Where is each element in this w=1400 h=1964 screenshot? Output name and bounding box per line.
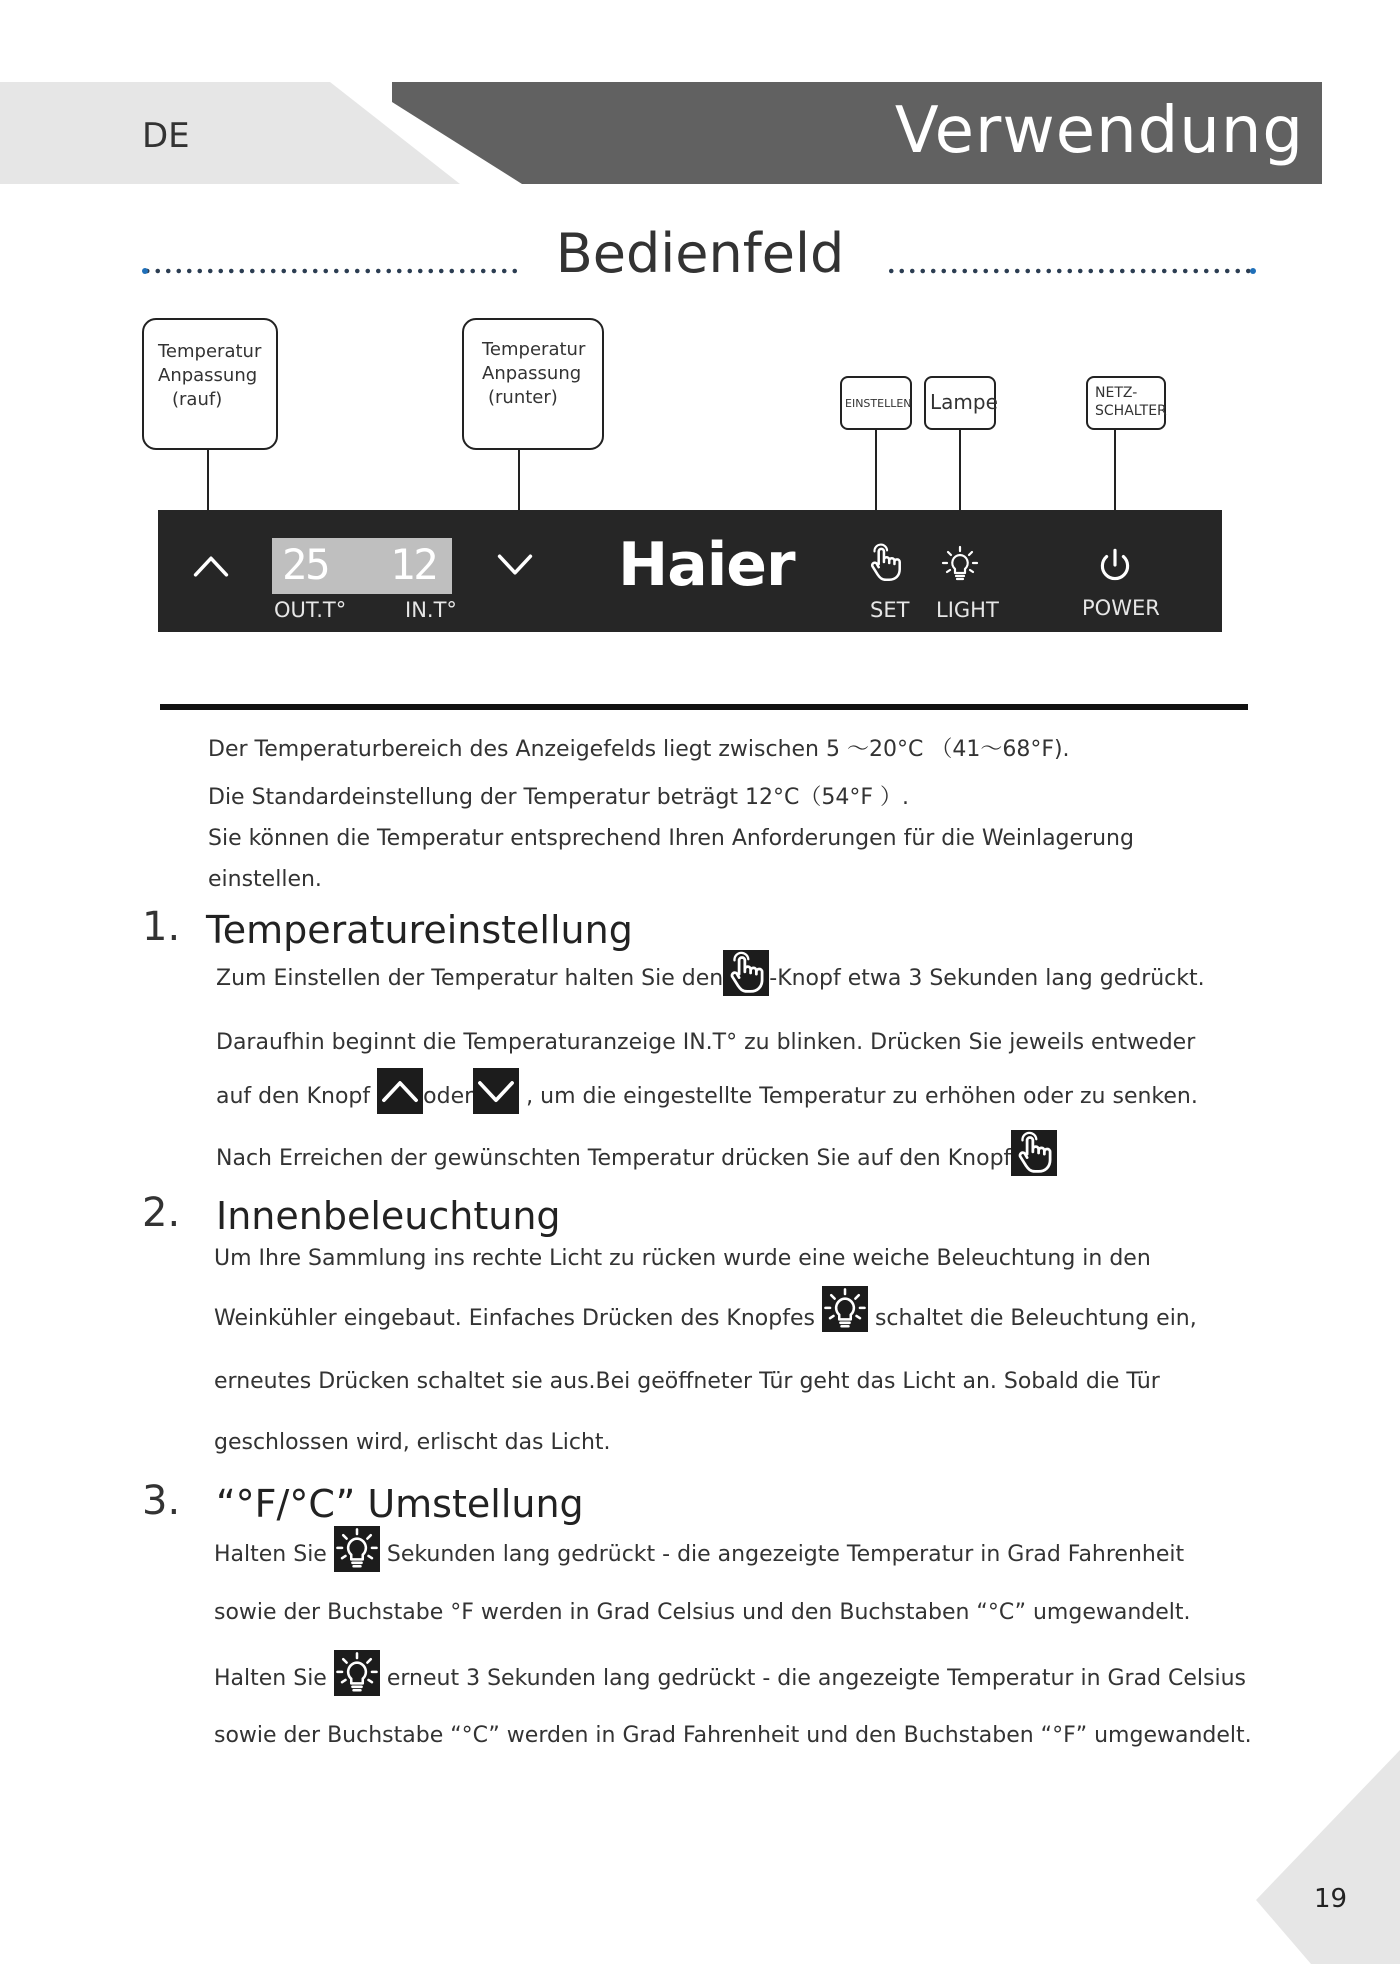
body-line: sowie der Buchstabe “°C” werden in Grad Fahrenheit und den Buchstaben “°F” umgewandelt. xyxy=(214,1723,1252,1748)
callout-temp-down xyxy=(462,318,604,450)
body-text: , um die eingestellte Temperatur zu erhöhen oder zu senken. xyxy=(526,1084,1198,1109)
section-number: 3. xyxy=(142,1478,181,1524)
bulb-icon[interactable] xyxy=(940,544,980,584)
callout-text: NETZ- xyxy=(1095,385,1138,401)
callout-text: Lampe xyxy=(930,390,998,414)
language-code: DE xyxy=(142,116,190,156)
hand-icon[interactable] xyxy=(864,542,906,584)
callout-line xyxy=(1114,430,1116,510)
intro-line: Der Temperaturbereich des Anzeigefelds liegt zwischen 5 ～20°C （41～68°F). xyxy=(208,737,1070,762)
power-label: POWER xyxy=(1082,596,1160,620)
callout-line xyxy=(518,450,520,510)
body-line xyxy=(214,1538,1184,1572)
callout-text: (rauf) xyxy=(172,389,223,410)
section-title: Bedienfeld xyxy=(555,222,845,285)
body-line xyxy=(216,962,1205,996)
body-line: Um Ihre Sammlung ins rechte Licht zu rücken wurde eine weiche Beleuchtung in den xyxy=(214,1246,1151,1271)
body-line xyxy=(214,1306,1197,1332)
callout-lamp xyxy=(924,376,996,430)
callout-text: Anpassung xyxy=(158,365,258,386)
brand-logo: Haier xyxy=(618,530,795,600)
in-temp-label: IN.T° xyxy=(405,598,457,622)
section-number: 2. xyxy=(142,1190,181,1236)
callout-text: Temperatur xyxy=(482,339,586,360)
section-number: 1. xyxy=(142,904,181,950)
chevron-down-icon xyxy=(473,1068,519,1114)
body-text: -Knopf etwa 3 Sekunden lang gedrückt. xyxy=(769,966,1205,991)
set-label: SET xyxy=(870,598,910,622)
callout-text: Anpassung xyxy=(482,363,582,384)
body-text: Zum Einstellen der Temperatur halten Sie den xyxy=(216,966,724,991)
body-text: auf den Knopf xyxy=(216,1084,371,1109)
body-text: Sekunden lang gedrückt - die angezeigte Temperatur in Grad Fahrenheit xyxy=(386,1542,1185,1567)
chevron-up-icon[interactable] xyxy=(186,544,236,588)
lcd-in-temp: 12 xyxy=(390,540,437,589)
body-text: Halten Sie xyxy=(214,1666,327,1691)
intro-line: Die Standardeinstellung der Temperatur beträgt 12°C（54°F ）. xyxy=(208,785,910,810)
bulb-icon xyxy=(822,1286,868,1332)
dotted-divider-right xyxy=(886,268,1256,274)
hand-icon xyxy=(1011,1130,1057,1176)
section-heading: Innenbeleuchtung xyxy=(216,1194,561,1238)
bulb-icon xyxy=(334,1650,380,1696)
out-temp-label: OUT.T° xyxy=(274,598,347,622)
callout-line xyxy=(207,450,209,510)
callout-text: EINSTELLEN xyxy=(845,397,912,410)
section-heading: “°F/°C” Umstellung xyxy=(216,1482,584,1526)
power-icon[interactable] xyxy=(1094,544,1136,586)
callout-text: (runter) xyxy=(488,387,558,408)
body-line xyxy=(214,1662,1246,1696)
header-left-band xyxy=(0,82,460,184)
callout-text: Temperatur xyxy=(158,341,262,362)
callout-line xyxy=(959,430,961,510)
bulb-icon xyxy=(334,1526,380,1572)
page-number: 19 xyxy=(1314,1884,1348,1914)
body-line: geschlossen wird, erlischt das Licht. xyxy=(214,1430,611,1455)
intro-line: Sie können die Temperatur entsprechend Ihren Anforderungen für die Weinlagerung xyxy=(208,826,1134,851)
lcd-out-temp: 25 xyxy=(282,540,329,589)
page-title: Verwendung xyxy=(894,94,1304,168)
body-text: schaltet die Beleuchtung ein, xyxy=(874,1306,1197,1331)
light-label: LIGHT xyxy=(936,598,999,622)
hand-icon xyxy=(723,950,769,996)
callout-line xyxy=(875,430,877,510)
body-text: Nach Erreichen der gewünschten Temperatur drücken Sie auf den Knopf xyxy=(216,1146,1012,1171)
body-line: Daraufhin beginnt die Temperaturanzeige IN.T° zu blinken. Drücken Sie jeweils entweder xyxy=(216,1030,1196,1055)
body-text: Halten Sie xyxy=(214,1542,327,1567)
section-heading: Temperatureinstellung xyxy=(206,908,633,952)
lcd-display xyxy=(272,538,452,594)
callout-text: SCHALTER xyxy=(1095,403,1167,419)
chevron-up-icon xyxy=(377,1068,423,1114)
corner-decoration xyxy=(1256,1750,1400,1964)
body-line xyxy=(216,1142,1057,1176)
horizontal-rule xyxy=(160,704,1248,710)
body-line: erneutes Drücken schaltet sie aus.Bei geöffneter Tür geht das Licht an. Sobald die Tür xyxy=(214,1369,1160,1394)
body-text: erneut 3 Sekunden lang gedrückt - die angezeigte Temperatur in Grad Celsius xyxy=(386,1666,1247,1691)
body-text: oder xyxy=(423,1084,474,1109)
body-line xyxy=(216,1080,1198,1114)
callout-temp-up xyxy=(142,318,278,450)
body-line: sowie der Buchstabe °F werden in Grad Celsius und den Buchstaben “°C” umgewandelt. xyxy=(214,1600,1191,1625)
callout-set xyxy=(840,376,912,430)
intro-line: einstellen. xyxy=(208,867,322,892)
chevron-down-icon[interactable] xyxy=(490,542,540,586)
body-text: Weinkühler eingebaut. Einfaches Drücken des Knopfes xyxy=(214,1306,815,1331)
callout-power xyxy=(1086,376,1166,430)
